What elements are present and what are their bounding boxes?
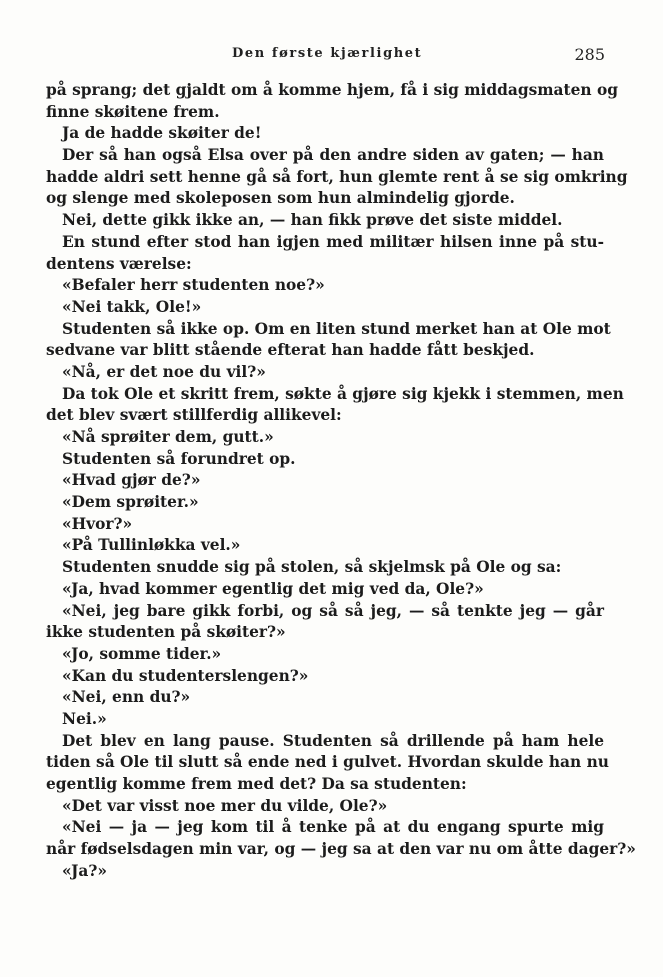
text-line: Det blev en lang pause. Studenten så drillende på ham hele bbox=[62, 731, 604, 750]
page-number: 285 bbox=[574, 45, 605, 64]
text-line: finne skøitene frem. bbox=[46, 102, 220, 121]
text-line: Ja de hadde skøiter de! bbox=[62, 124, 262, 143]
text-line: dentens værelse: bbox=[46, 254, 192, 273]
text-line: «Befaler herr studenten noe?» bbox=[62, 276, 325, 295]
text-line: «Nei — ja — jeg kom til å tenke på at du engang spurte mig bbox=[62, 818, 604, 837]
text-line: «Kan du studenterslengen?» bbox=[62, 666, 309, 685]
text-line: Da tok Ole et skritt frem, søkte å gjøre sig kjekk i stemmen, men bbox=[62, 384, 624, 403]
text-line: «Nå sprøiter dem, gutt.» bbox=[62, 428, 274, 446]
text-line: Studenten så ikke op. Om en liten stund merket han at Ole mot bbox=[62, 319, 611, 338]
body-text bbox=[46, 80, 636, 882]
text-line: Nei, dette gikk ikke an, — han fikk prøve det siste middel. bbox=[62, 211, 563, 230]
text-line: «På Tullinløkka vel.» bbox=[62, 536, 241, 555]
text-line: hadde aldri sett henne gå så fort, hun glemte rent å se sig omkring bbox=[46, 167, 628, 186]
text-line: Studenten så forundret op. bbox=[62, 449, 296, 468]
text-line: «Nei, jeg bare gikk forbi, og så så jeg, — så tenkte jeg — går bbox=[62, 601, 604, 620]
text-line: «Nå, er det noe du vil?» bbox=[62, 362, 266, 381]
text-line: «Jo, somme tider.» bbox=[62, 644, 222, 663]
text-line: på sprang; det gjaldt om å komme hjem, få i sig middagsmaten og bbox=[46, 81, 619, 99]
text-line: «Det var visst noe mer du vilde, Ole?» bbox=[62, 796, 388, 815]
text-line: Der så han også Elsa over på den andre siden av gaten; — han bbox=[62, 146, 604, 165]
text-line: sedvane var blitt stående efterat han hadde fått beskjed. bbox=[46, 341, 535, 360]
text-line: «Ja?» bbox=[62, 861, 107, 880]
text-line: og slenge med skoleposen som hun almindelig gjorde. bbox=[46, 189, 515, 208]
text-line: egentlig komme frem med det? Da sa studenten: bbox=[46, 775, 467, 793]
running-head bbox=[0, 46, 663, 70]
text-line: «Nei takk, Ole!» bbox=[62, 297, 202, 316]
text-line: det blev svært stillferdig allikevel: bbox=[46, 406, 342, 425]
text-line: tiden så Ole til slutt så ende ned i gulvet. Hvordan skulde han nu bbox=[46, 753, 609, 772]
text-line: «Hvor?» bbox=[62, 514, 133, 533]
text-line: Nei.» bbox=[62, 709, 107, 728]
text-line: «Dem sprøiter.» bbox=[62, 493, 199, 512]
text-line: «Hvad gjør de?» bbox=[62, 471, 201, 490]
text-line: Studenten snudde sig på stolen, så skjelmsk på Ole og sa: bbox=[62, 558, 562, 577]
text-line: En stund efter stod han igjen med militær hilsen inne på stu- bbox=[62, 232, 604, 251]
text-line: når fødselsdagen min var, og — jeg sa at den var nu om åtte dager?» bbox=[46, 840, 636, 859]
text-line: ikke studenten på skøiter?» bbox=[46, 623, 286, 642]
text-line: «Ja, hvad kommer egentlig det mig ved da, Ole?» bbox=[62, 579, 484, 598]
text-line: «Nei, enn du?» bbox=[62, 688, 191, 707]
running-title: Den første kjærlighet bbox=[232, 46, 423, 61]
